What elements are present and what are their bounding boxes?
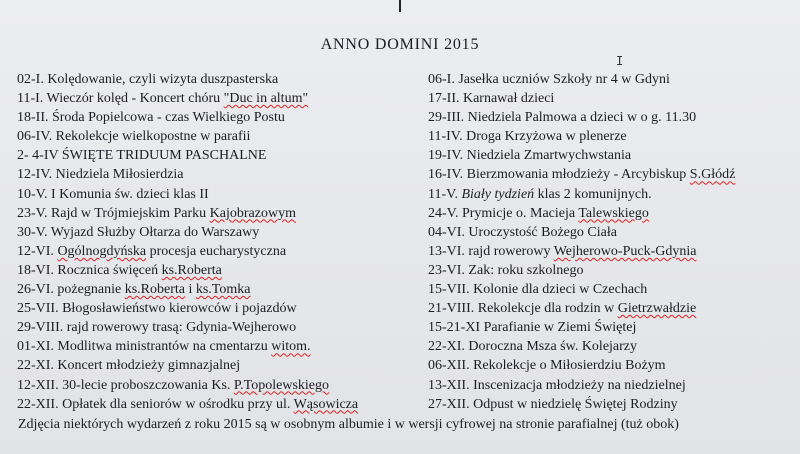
event-text: 22-XII. Opłatek dla seniorów w ośrodku przy ul. <box>17 396 294 412</box>
event-item <box>428 89 798 108</box>
event-text: 21-VIII. Rekolekcje dla rodzin w <box>428 301 618 317</box>
event-text: 12-IV. Niedziela Miłosierdzia <box>17 167 184 183</box>
right-event-column <box>428 70 798 414</box>
event-item <box>428 127 798 146</box>
event-text: 29-VIII. rajd rowerowy trasą: Gdynia-Wejherowo <box>17 320 297 336</box>
event-item <box>17 89 417 108</box>
event-text: 29-III. Niedziela Palmowa a dzieci w o g. 11.30 <box>428 110 697 126</box>
event-text: 24-V. Prymicje o. Macieja <box>428 205 579 221</box>
event-text: procesja eucharystyczna <box>146 243 287 259</box>
event-text: 15-VII. Kolonie dla dzieci w Czechach <box>428 282 648 298</box>
event-text: 15-21-XI Parafianie w Ziemi Świętej <box>428 320 637 336</box>
event-item <box>17 146 417 165</box>
event-item <box>428 146 798 165</box>
event-text: S.Głódź <box>689 167 736 183</box>
event-text: Wejherowo-Puck-Gdynia <box>553 243 697 259</box>
event-item <box>428 70 798 89</box>
event-text: 10-V. I Komunia św. dzieci klas II <box>17 186 209 202</box>
event-text: 25-VII. Błogosławieństwo kierowców i pojazdów <box>17 301 297 317</box>
event-text: 22-XI. Doroczna Msza św. Kolejarzy <box>428 339 638 355</box>
top-edge-mark <box>399 0 401 12</box>
event-item <box>17 108 417 127</box>
event-item <box>17 242 417 261</box>
event-text: 11-V. <box>428 186 462 202</box>
event-text: 22-XI. Koncert młodzieży gimnazjalnej <box>17 358 241 374</box>
event-text: 12-VI. <box>17 243 58 259</box>
event-text: Gietrzwałdzie <box>617 301 697 317</box>
event-item <box>428 299 798 318</box>
event-item <box>428 204 798 223</box>
footer-note: Zdjęcia niektórych wydarzeń z roku 2015 są w osobnym albumie i w wersji cyfrowej na stronie parafialnej (tuż obok) <box>18 417 679 432</box>
event-item <box>17 165 417 184</box>
event-text: 13-XII. Inscenizacja młodzieży na niedzielnej <box>428 377 686 393</box>
event-text: i <box>184 282 196 298</box>
event-item <box>428 261 798 280</box>
text-cursor-icon: I <box>616 54 624 68</box>
event-text: 06-I. Jasełka uczniów Szkoły nr 4 w Gdyni <box>428 72 670 87</box>
document-title: ANNO DOMINI 2015 <box>320 36 480 53</box>
event-text: 06-XII. Rekolekcje o Miłosierdziu Bożym <box>428 358 666 374</box>
event-text: Biały tydzień <box>461 186 535 202</box>
event-text: "Duc in altum" <box>223 91 309 107</box>
event-item <box>17 204 417 223</box>
event-text: 19-IV. Niedziela Zmartwychwstania <box>428 148 632 164</box>
event-item <box>17 356 417 375</box>
event-text: 23-V. Rajd w Trójmiejskim Parku <box>17 205 210 221</box>
event-text: ks.Roberta <box>161 262 222 278</box>
event-text: 18-II. Środa Popielcowa - czas Wielkiego Postu <box>17 110 285 126</box>
event-text: ks.Roberta <box>124 282 185 298</box>
event-item <box>17 261 417 280</box>
event-item <box>428 242 798 261</box>
event-item <box>428 165 798 184</box>
event-text: 17-II. Karnawał dzieci <box>428 91 555 107</box>
event-item <box>428 185 798 204</box>
event-text: 18-VI. Rocznica święceń <box>17 262 162 278</box>
event-text: 11-IV. Droga Krzyżowa w plenerze <box>428 129 627 145</box>
event-text: 13-VI. rajd rowerowy <box>428 243 554 259</box>
event-text: klas 2 komunijnych. <box>534 186 652 202</box>
event-item <box>17 223 417 242</box>
event-text: 23-VI. Zak: roku szkolnego <box>428 262 584 278</box>
event-item <box>428 318 798 337</box>
event-text: Kajobrazowym <box>209 205 296 221</box>
event-text: 06-IV. Rekolekcje wielkopostne w parafii <box>17 129 251 145</box>
event-text: 12-XII. 30-lecie proboszczowania Ks. <box>17 377 234 393</box>
event-item <box>17 70 417 89</box>
event-item <box>428 376 798 395</box>
event-text: 30-V. Wyjazd Służby Ołtarza do Warszawy <box>17 224 260 240</box>
event-text: witom. <box>271 339 311 355</box>
left-event-column <box>17 70 417 414</box>
event-item <box>17 376 417 395</box>
event-text: 2- 4-IV ŚWIĘTE TRIDUUM PASCHALNE <box>17 148 267 164</box>
event-item <box>17 280 417 299</box>
event-text: 04-VI. Uroczystość Bożego Ciała <box>428 224 617 240</box>
event-text: 01-XI. Modlitwa ministrantów na cmentarzu <box>17 339 272 355</box>
event-text: ks.Tomka <box>195 282 251 298</box>
event-text: Ogólnogdyńska <box>57 243 147 259</box>
event-item <box>17 318 417 337</box>
event-item <box>17 127 417 146</box>
event-item <box>428 223 798 242</box>
event-item <box>17 299 417 318</box>
event-item <box>17 337 417 356</box>
event-text: 02-I. Kolędowanie, czyli wizyta duszpasterska <box>17 72 279 87</box>
event-text: P.Topolewskiego <box>233 377 329 393</box>
event-text: Talewskiego <box>578 205 649 221</box>
event-text: 26-VI. pożegnanie <box>17 282 125 298</box>
event-text: 16-IV. Bierzmowania młodzieży - Arcybiskup <box>428 167 690 183</box>
event-item <box>428 108 798 127</box>
event-text: 27-XII. Odpust w niedzielę Świętej Rodziny <box>428 396 678 412</box>
event-item <box>428 337 798 356</box>
event-text: Wąsowicza <box>293 396 359 412</box>
event-item <box>428 280 798 299</box>
event-item <box>17 395 417 414</box>
event-item <box>17 185 417 204</box>
event-text: 11-I. Wieczór kolęd - Koncert chóru <box>17 91 224 107</box>
event-item <box>428 395 798 414</box>
event-item <box>428 356 798 375</box>
